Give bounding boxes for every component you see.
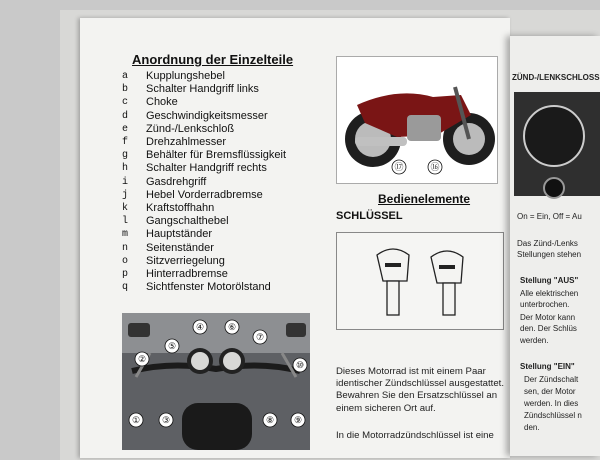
parts-list-item [122, 255, 286, 268]
part-letter: o [122, 255, 129, 267]
motorcycle-photo [336, 56, 498, 184]
parts-list-item [122, 83, 286, 96]
controls-section-title: Bedienelemente [378, 192, 471, 206]
parts-list-item [122, 281, 286, 294]
position-off-title: Stellung "AUS" [520, 276, 579, 285]
parts-list-item [122, 202, 286, 215]
dash-label-8: ⑧ [265, 415, 275, 425]
position-on-text-4: Zündschlüssel n [524, 411, 582, 420]
bike-label-16: ⑯ [430, 162, 440, 172]
part-name: Hauptständer [146, 228, 213, 241]
parts-list-item [122, 268, 286, 281]
dash-label-6: ⑥ [227, 322, 237, 332]
on-off-legend: On = Ein, Off = Au [517, 212, 582, 221]
position-on-text-1: Der Zündschalt [524, 375, 579, 384]
part-name: Geschwindigkeitsmesser [146, 109, 268, 122]
ignition-intro-2: Stellungen stehen [517, 250, 582, 259]
part-name: Kraftstoffhahn [146, 202, 215, 215]
part-letter: l [122, 216, 129, 228]
dash-label-3: ③ [161, 415, 171, 425]
part-letter: d [122, 110, 129, 122]
part-name: Gasdrehgriff [146, 175, 207, 188]
position-off-text-1: Alle elektrischen [520, 289, 579, 298]
position-off-text-2: unterbrochen. [520, 300, 570, 309]
parts-list-item [122, 242, 286, 255]
part-letter: n [122, 242, 129, 254]
part-letter: e [122, 123, 129, 135]
parts-list-item [122, 189, 286, 202]
keys-figure [336, 232, 504, 330]
part-name: Sichtfenster Motorölstand [146, 281, 271, 294]
position-on-title: Stellung "EIN" [520, 362, 575, 371]
position-on-text-2: sen, der Motor [524, 387, 576, 396]
parts-list-item [122, 215, 286, 228]
parts-list-item [122, 149, 286, 162]
position-off-text-4: den. Der Schlüs [520, 324, 577, 333]
ignition-heading: ZÜND-/LENKSCHLOSS [512, 73, 600, 82]
parts-list-item [122, 123, 286, 136]
part-letter: m [122, 229, 129, 241]
part-letter: k [122, 203, 129, 215]
dash-label-4: ④ [195, 322, 205, 332]
part-letter: g [122, 150, 129, 162]
parts-layout-title: Anordnung der Einzelteile [132, 52, 294, 67]
part-letter: b [122, 84, 129, 96]
part-letter: a [122, 71, 129, 82]
part-letter: i [122, 176, 129, 188]
part-name: Drehzahlmesser [146, 136, 227, 149]
dash-label-2: ② [137, 354, 147, 364]
ignition-intro-1: Das Zünd-/Lenks [517, 239, 578, 248]
part-name: Sitzverriegelung [146, 254, 225, 267]
part-name: Gangschalthebel [146, 215, 229, 228]
parts-list-item [122, 176, 286, 189]
position-off-text-5: werden. [520, 336, 549, 345]
parts-list-item [122, 96, 286, 109]
part-name: Schalter Handgriff rechts [146, 162, 267, 175]
position-on-text-3: werden. In dies [524, 399, 579, 408]
part-letter: p [122, 269, 129, 281]
motorcycle-illustration [337, 57, 497, 183]
parts-list-item [122, 70, 286, 83]
dash-label-1: ① [131, 415, 141, 425]
part-letter: q [122, 282, 129, 294]
part-name: Zünd-/Lenkschloß [146, 122, 235, 135]
part-name: Seitenständer [146, 241, 214, 254]
dash-label-10: ⑩ [295, 360, 305, 370]
part-name: Kupplungshebel [146, 70, 225, 82]
handlebar-photo [122, 313, 310, 450]
ignition-switch-photo [514, 92, 600, 212]
part-letter: c [122, 97, 129, 109]
part-name: Hebel Vorderradbremse [146, 188, 263, 201]
parts-list [122, 70, 286, 294]
parts-list-item [122, 162, 286, 175]
part-name: Schalter Handgriff links [146, 83, 259, 96]
dash-label-7: ⑦ [255, 332, 265, 342]
part-letter: j [122, 189, 129, 201]
position-off-text-3: Der Motor kann [520, 313, 576, 322]
handlebar-illustration [122, 313, 310, 450]
part-name: Choke [146, 96, 178, 109]
part-letter: h [122, 163, 129, 175]
keys-paragraph: Dieses Motorrad ist mit einem Paar identischer Zündschlüssel ausgestattet. Bewahren Sie den Ersatzschlüssel an einem sicheren Ort auf. [336, 366, 504, 414]
dash-label-9: ⑨ [293, 415, 303, 425]
part-name: Behälter für Bremsflüssigkeit [146, 149, 286, 162]
keys-paragraph-continued: In die Motorradzündschlüssel ist eine [336, 430, 494, 441]
position-on-text-5: den. [524, 423, 540, 432]
key-subsection-title: SCHLÜSSEL [336, 210, 403, 222]
part-name: Hinterradbremse [146, 268, 228, 281]
parts-list-item [122, 228, 286, 241]
parts-list-item [122, 136, 286, 149]
dash-label-5: ⑤ [167, 341, 177, 351]
ignition-keys-illustration [337, 233, 503, 329]
parts-list-item [122, 110, 286, 123]
part-letter: f [122, 137, 129, 149]
bike-label-17: ⑰ [394, 162, 404, 172]
